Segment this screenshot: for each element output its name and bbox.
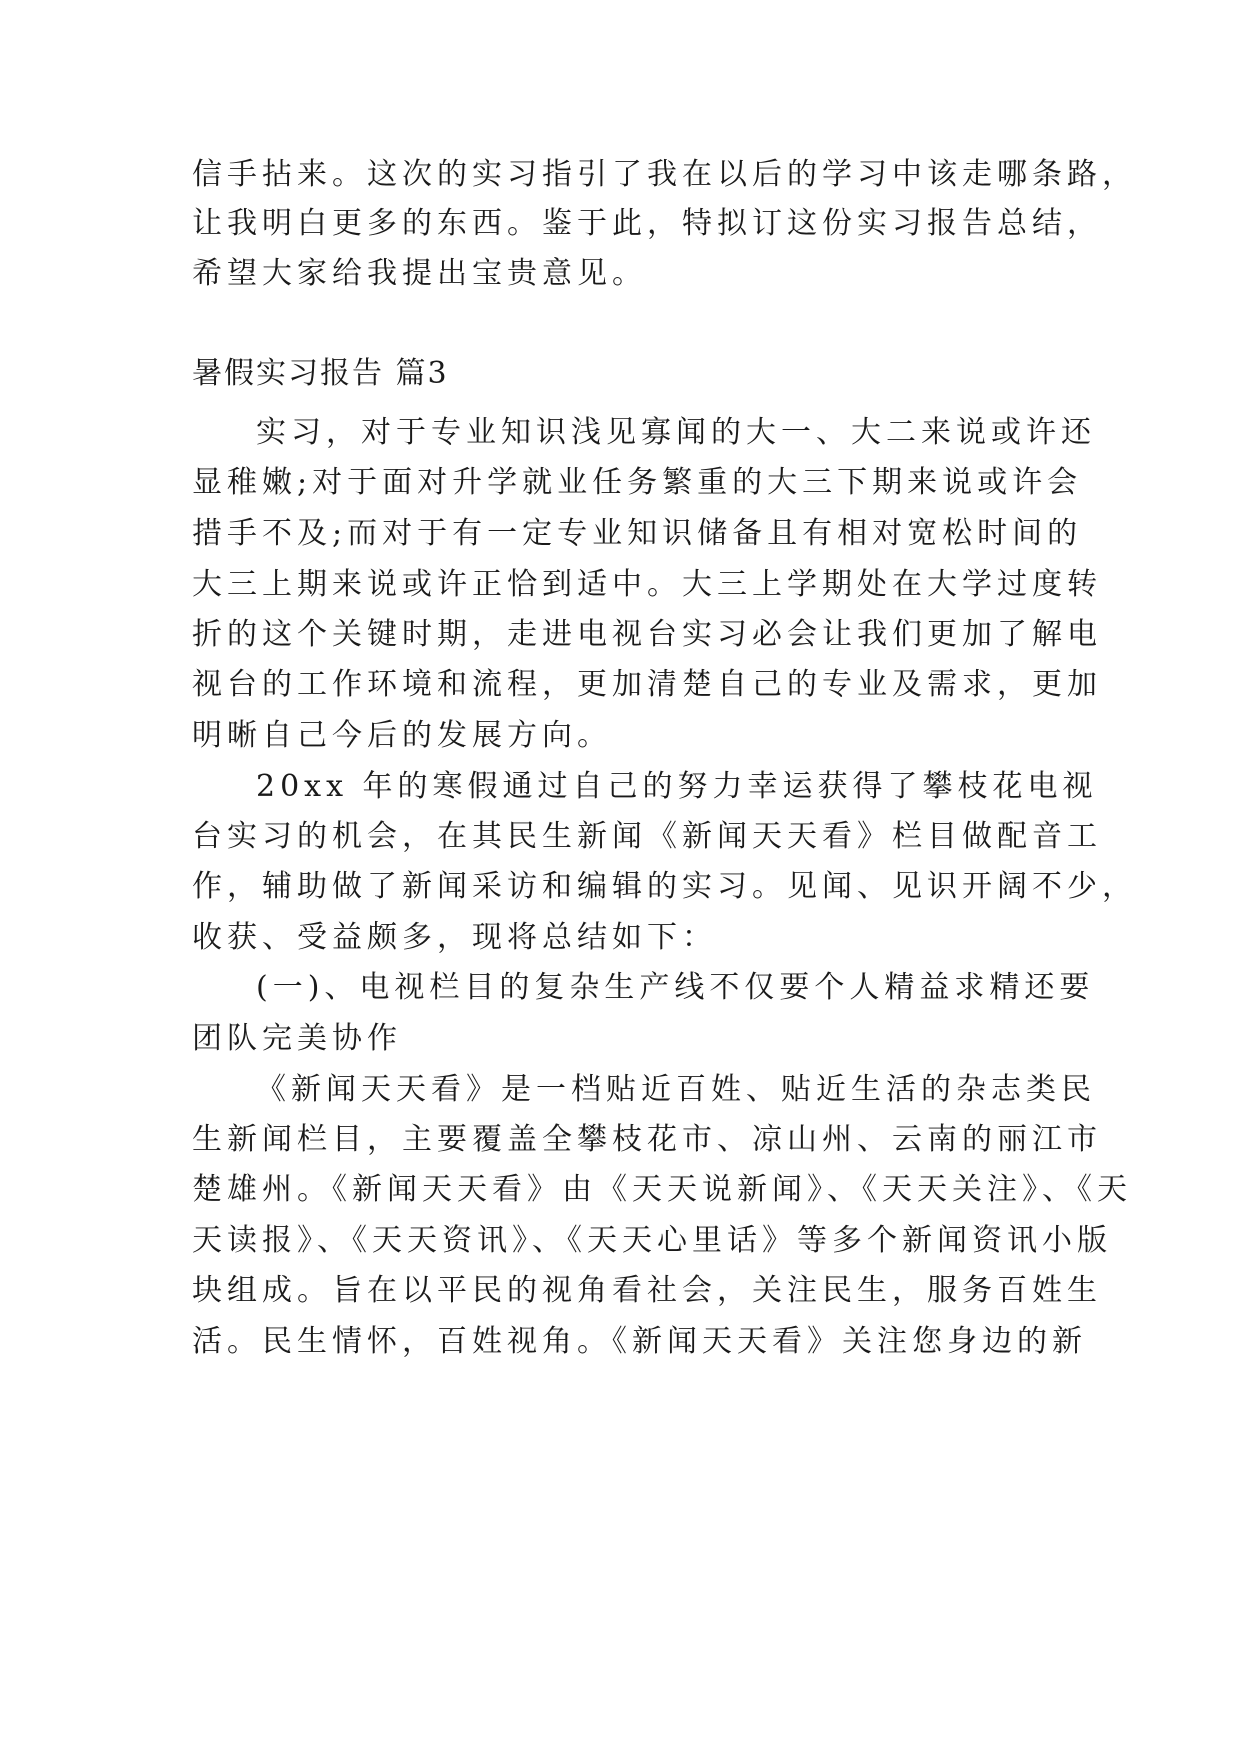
text-line: 让我明白更多的东西。鉴于此，特拟订这份实习报告总结， xyxy=(192,206,1102,241)
text-line: 团队完美协作 xyxy=(192,1021,402,1056)
text-line: 活。民生情怀，百姓视角。《新闻天天看》关注您身边的新 xyxy=(192,1324,1087,1359)
text-line: 大三上期来说或许正恰到适中。大三上学期处在大学过度转 xyxy=(192,567,1102,602)
text-line: (一)、电视栏目的复杂生产线不仅要个人精益求精还要 xyxy=(256,970,1095,1005)
text-line: 信手拈来。这次的实习指引了我在以后的学习中该走哪条路， xyxy=(192,157,1137,192)
text-line: 台实习的机会，在其民生新闻《新闻天天看》栏目做配音工 xyxy=(192,819,1102,854)
text-line: 作，辅助做了新闻采访和编辑的实习。见闻、见识开阔不少， xyxy=(192,869,1137,904)
text-line: 收获、受益颇多，现将总结如下： xyxy=(192,920,717,955)
text-line: 视台的工作环境和流程，更加清楚自己的专业及需求，更加 xyxy=(192,667,1102,702)
text-line: 实习，对于专业知识浅见寡闻的大一、大二来说或许还 xyxy=(256,415,1096,450)
text-line: 显稚嫩;对于面对升学就业任务繁重的大三下期来说或许会 xyxy=(192,465,1083,500)
text-line: 明晰自己今后的发展方向。 xyxy=(192,718,612,753)
text-line: 措手不及;而对于有一定专业知识储备且有相对宽松时间的 xyxy=(192,516,1083,551)
text-line: 楚雄州。《新闻天天看》由《天天说新闻》、《天天关注》、《天 xyxy=(192,1172,1132,1207)
text-line: 希望大家给我提出宝贵意见。 xyxy=(192,256,647,291)
text-line: 生新闻栏目，主要覆盖全攀枝花市、凉山州、云南的丽江市 xyxy=(192,1122,1102,1157)
section-heading: 暑假实习报告 篇3 xyxy=(192,356,449,391)
text-line: 折的这个关键时期，走进电视台实习必会让我们更加了解电 xyxy=(192,617,1102,652)
text-line: 块组成。旨在以平民的视角看社会，关注民生，服务百姓生 xyxy=(192,1273,1102,1308)
text-line: 天读报》、《天天资讯》、《天天心里话》等多个新闻资讯小版 xyxy=(192,1223,1112,1258)
text-line: 《新闻天天看》是一档贴近百姓、贴近生活的杂志类民 xyxy=(256,1072,1096,1107)
text-line: 20xx 年的寒假通过自己的努力幸运获得了攀枝花电视 xyxy=(256,769,1098,804)
